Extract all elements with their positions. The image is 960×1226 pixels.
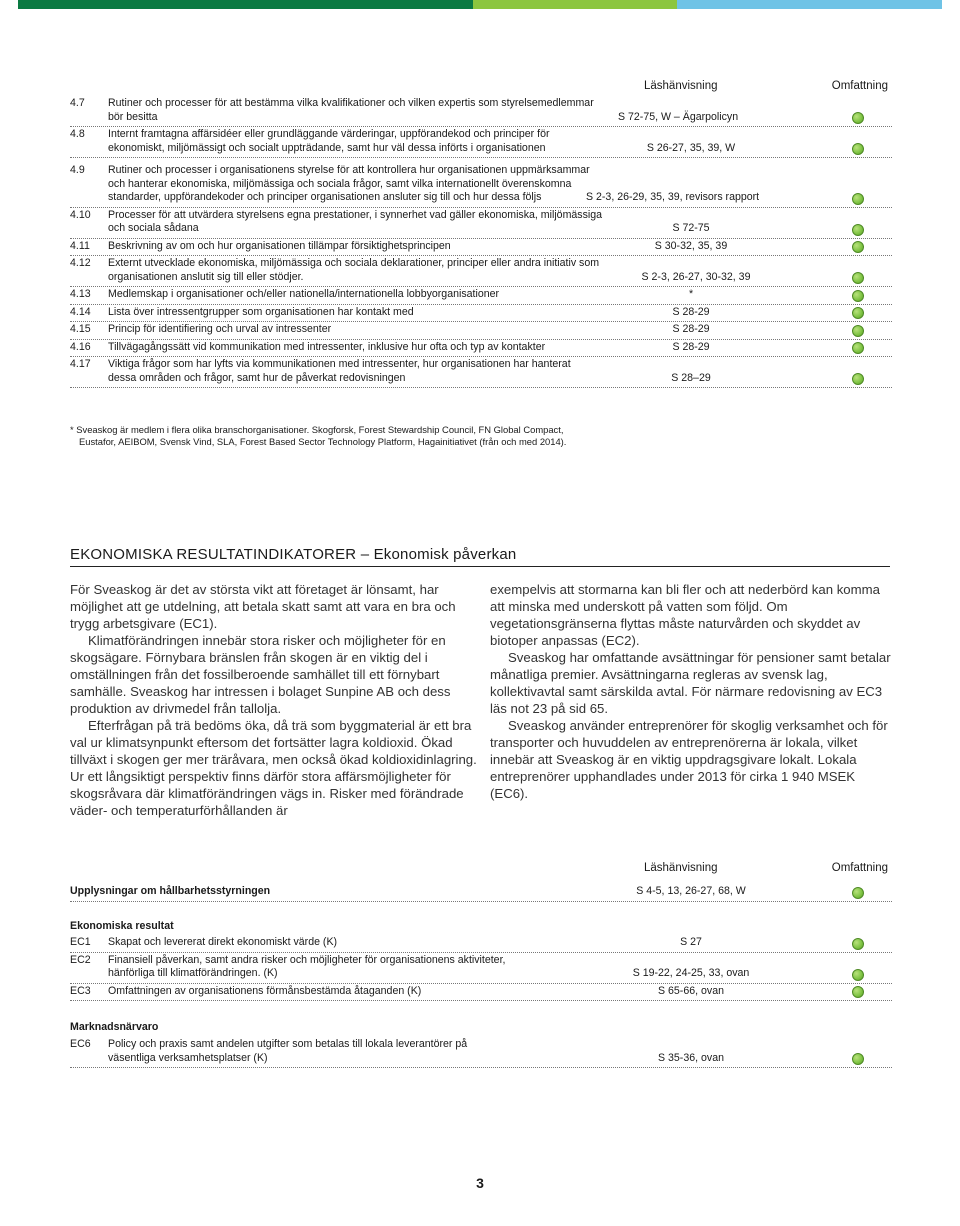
row-reference: S 65-66, ovan	[658, 984, 724, 997]
row-number: EC6	[70, 1038, 91, 1050]
row-reference: S 4-5, 13, 26-27, 68, W	[636, 885, 746, 897]
row-reference: S 35-36, ovan	[658, 1051, 724, 1064]
row-text: Lista över intressentgrupper som organisationen har kontakt med	[108, 305, 414, 318]
paragraph: exempelvis att stormarna kan bli fler och att nederbörd kan komma att minska med underskott på vatten som följd. Om vegetationsgränserna flyttas måste naturvården och skyddet av biotoper anpassas (EC2).	[490, 582, 880, 648]
table-row	[70, 984, 892, 1002]
table-row	[70, 1037, 892, 1068]
row-reference: S 28-29	[672, 340, 710, 353]
table-row	[70, 96, 892, 127]
paragraph: Sveaskog använder entreprenörer för skoglig verksamhet och för transporter och huvuddelen av entreprenörerna är lokala, vilket innebär att Sveaskog är en viktig uppdragsgivare lokalt. Lokala entreprenörer upphandlades under 2013 för cirka 1 940 MSEK (EC6).	[490, 718, 888, 801]
row-reference: S 72-75, W – Ägarpolicyn	[618, 110, 739, 123]
scope-full-icon	[852, 342, 864, 354]
row-reference: S 28-29	[672, 305, 710, 318]
row-text: Policy och praxis samt andelen utgifter som betalas till lokala leverantörer på väsentliga verksamhetsplatser (K)	[108, 1038, 468, 1064]
scope-full-icon	[852, 986, 864, 998]
row-text: Medlemskap i organisationer och/eller nationella/internationella lobbyorganisationer	[108, 288, 500, 300]
scope-full-icon	[852, 290, 864, 302]
scope-full-icon	[852, 1053, 864, 1065]
scope-full-icon	[852, 969, 864, 981]
row-text: Externt utvecklade ekonomiska, miljömässiga och sociala deklarationer, principer eller andra initiativ som organisationen anslutit sig till eller stödjer.	[108, 257, 600, 283]
market-presence-section	[70, 1021, 892, 1068]
row-text: Finansiell påverkan, samt andra risker och möjligheter för organisationens aktiviteter, hänförliga till klimatförändringen. (K)	[108, 953, 506, 979]
row-text: Tillvägagångssätt vid kommunikation med intressenter, inklusive hur ofta och typ av kontakter	[108, 340, 546, 353]
subsection-title: Ekonomiska resultat	[70, 920, 174, 932]
column-header-scope: Omfattning	[831, 80, 888, 92]
column-header-reference: Läshänvisning	[644, 80, 718, 92]
header-color-bar	[18, 0, 942, 9]
row-number: 4.7	[70, 97, 85, 109]
row-number: EC3	[70, 984, 91, 997]
table-row	[70, 127, 892, 158]
scope-full-icon	[852, 307, 864, 319]
economic-indicators-table	[70, 862, 892, 902]
row-text: Omfattningen av organisationens förmånsbestämda åtaganden (K)	[108, 984, 422, 997]
row-number: 4.11	[70, 239, 90, 252]
row-text: Internt framtagna affärsidéer eller grundläggande värderingar, uppförandekod och principer för ekonomiskt, miljömässigt och socialt uppträdande, samt hur väl dessa införts i organisationen	[108, 128, 550, 154]
table-row	[70, 256, 892, 287]
scope-full-icon	[852, 373, 864, 385]
table-row	[70, 239, 892, 257]
table-header	[70, 862, 892, 878]
table-row-governance	[70, 884, 892, 902]
paragraph: Sveaskog har omfattande avsättningar för pensioner samt betalar månatliga premier. Avsättningarna regleras av svensk lag, kollektivavtal samt särskilda avtal. För närmare redovisning av EC3 läs not 23 på sid 65.	[490, 650, 891, 716]
row-number: EC2	[70, 953, 91, 966]
row-reference: S 27	[680, 936, 702, 948]
paragraph: För Sveaskog är det av största vikt att företaget är lönsamt, har möjlighet att ge utdelning, att betala skatt samt att vara en bra och trygg arbetsgivare (EC1).	[70, 582, 456, 631]
scope-full-icon	[852, 143, 864, 155]
row-number: 4.10	[70, 208, 91, 221]
table-header	[70, 80, 892, 96]
economic-results-section	[70, 920, 892, 1001]
subsection-title: Marknadsnärvaro	[70, 1021, 159, 1033]
row-reference: *	[688, 288, 694, 300]
column-header-reference: Läshänvisning	[644, 862, 718, 874]
governance-table	[70, 80, 892, 388]
row-text: Skapat och levererat direkt ekonomiskt värde (K)	[108, 936, 338, 948]
row-number: 4.12	[70, 257, 91, 269]
row-reference: S 2-3, 26-27, 30-32, 39	[641, 270, 751, 283]
row-text: Rutiner och processer i organisationens styrelse för att kontrollera hur organisationen uppmärksammar och hanterar ekonomiska, miljömässiga och sociala frågor, samt vilka internationellt överenskomna standarder, uppförandekoder och principer organisationen ansluter sig till och hur dessa följs	[108, 164, 590, 203]
header-bar-dark-green	[18, 0, 473, 9]
table-row	[70, 322, 892, 340]
row-number: 4.8	[70, 128, 85, 140]
header-bar-light-blue	[677, 0, 942, 9]
scope-full-icon	[852, 112, 864, 124]
row-text: Princip för identifiering och urval av intressenter	[108, 323, 332, 335]
header-bar-light-green	[473, 0, 677, 9]
row-text: Rutiner och processer för att bestämma vilka kvalifikationer och vilken expertis som styrelsemedlemmar bör besitta	[108, 97, 594, 123]
row-reference: S 30-32, 35, 39	[654, 239, 728, 252]
scope-full-icon	[852, 193, 864, 205]
footnote	[70, 424, 690, 448]
table-row	[70, 305, 892, 323]
row-number: EC1	[70, 936, 91, 948]
table-row	[70, 953, 892, 984]
page-number: 3	[476, 1175, 484, 1191]
row-reference: S 28–29	[671, 371, 711, 384]
body-column-left	[70, 581, 480, 819]
paragraph: Efterfrågan på trä bedöms öka, då trä som byggmaterial är ett bra val ur klimatsynpunkt eftersom det fortsätter lagra koldioxid. Ökad tillväxt i skogen ger mer träråvara, men också ökad koldioxidinlagring. Ur ett långsiktigt perspektiv finns därför stora affärsmöjligheter för skogsråvara där klimatförändringen vägs in. Risker med förändrade väder- och temperaturförhållanden är	[70, 718, 477, 818]
body-column-right	[490, 581, 892, 802]
row-text: Upplysningar om hållbarhetsstyrningen	[70, 885, 271, 897]
scope-full-icon	[852, 272, 864, 284]
row-number: 4.16	[70, 340, 91, 353]
paragraph: Klimatförändringen innebär stora risker och möjligheter för en skogsägare. Förnybara bränslen från skogen är en viktig del i omställningen från det fossilberoende samhället till ett förnybart samhälle. Sveaskog har intressen i bolaget Sunpine AB och dess produktion av drivmedel från tallolja.	[70, 633, 451, 716]
footnote-line-1: * Sveaskog är medlem i flera olika branschorganisationer. Skogforsk, Forest Stewardship Council, FN Global Compact,	[70, 424, 564, 435]
row-reference: S 2-3, 26-29, 35, 39, revisors rapport	[586, 191, 760, 203]
table-row	[70, 935, 892, 953]
table-row	[70, 357, 892, 388]
row-number: 4.14	[70, 305, 91, 318]
scope-full-icon	[852, 887, 864, 899]
row-reference: S 28-29	[672, 323, 710, 335]
scope-full-icon	[852, 938, 864, 950]
row-number: 4.13	[70, 288, 91, 300]
row-number: 4.9	[70, 164, 85, 176]
row-number: 4.15	[70, 323, 91, 335]
section-heading: EKONOMISKA RESULTATINDIKATORER – Ekonomisk påverkan	[70, 546, 890, 567]
row-reference: S 26-27, 35, 39, W	[646, 141, 736, 154]
column-header-scope: Omfattning	[831, 862, 888, 874]
footnote-line-2: Eustafor, AEIBOM, Svensk Vind, SLA, Forest Based Sector Technology Platform, Hagainitiativet (från och med 2014).	[79, 436, 567, 447]
row-text: Beskrivning av om och hur organisationen tillämpar försiktighetsprincipen	[108, 239, 451, 252]
table-row	[70, 340, 892, 358]
row-text: Viktiga frågor som har lyfts via kommunikationen med intressenter, hur organisationen har hanterat dessa områden och frågor, samt hur de påverkat redovisningen	[108, 358, 571, 384]
row-text: Processer för att utvärdera styrelsens egna prestationer, i synnerhet vad gäller ekonomiska, miljömässiga och sociala sådana	[108, 208, 603, 234]
row-reference: S 19-22, 24-25, 33, ovan	[632, 967, 750, 979]
row-reference: S 72-75	[672, 222, 710, 234]
table-row	[70, 208, 892, 239]
row-number: 4.17	[70, 358, 91, 370]
scope-full-icon	[852, 241, 864, 253]
scope-full-icon	[852, 224, 864, 236]
table-row	[70, 287, 892, 305]
scope-full-icon	[852, 325, 864, 337]
table-row	[70, 158, 892, 208]
